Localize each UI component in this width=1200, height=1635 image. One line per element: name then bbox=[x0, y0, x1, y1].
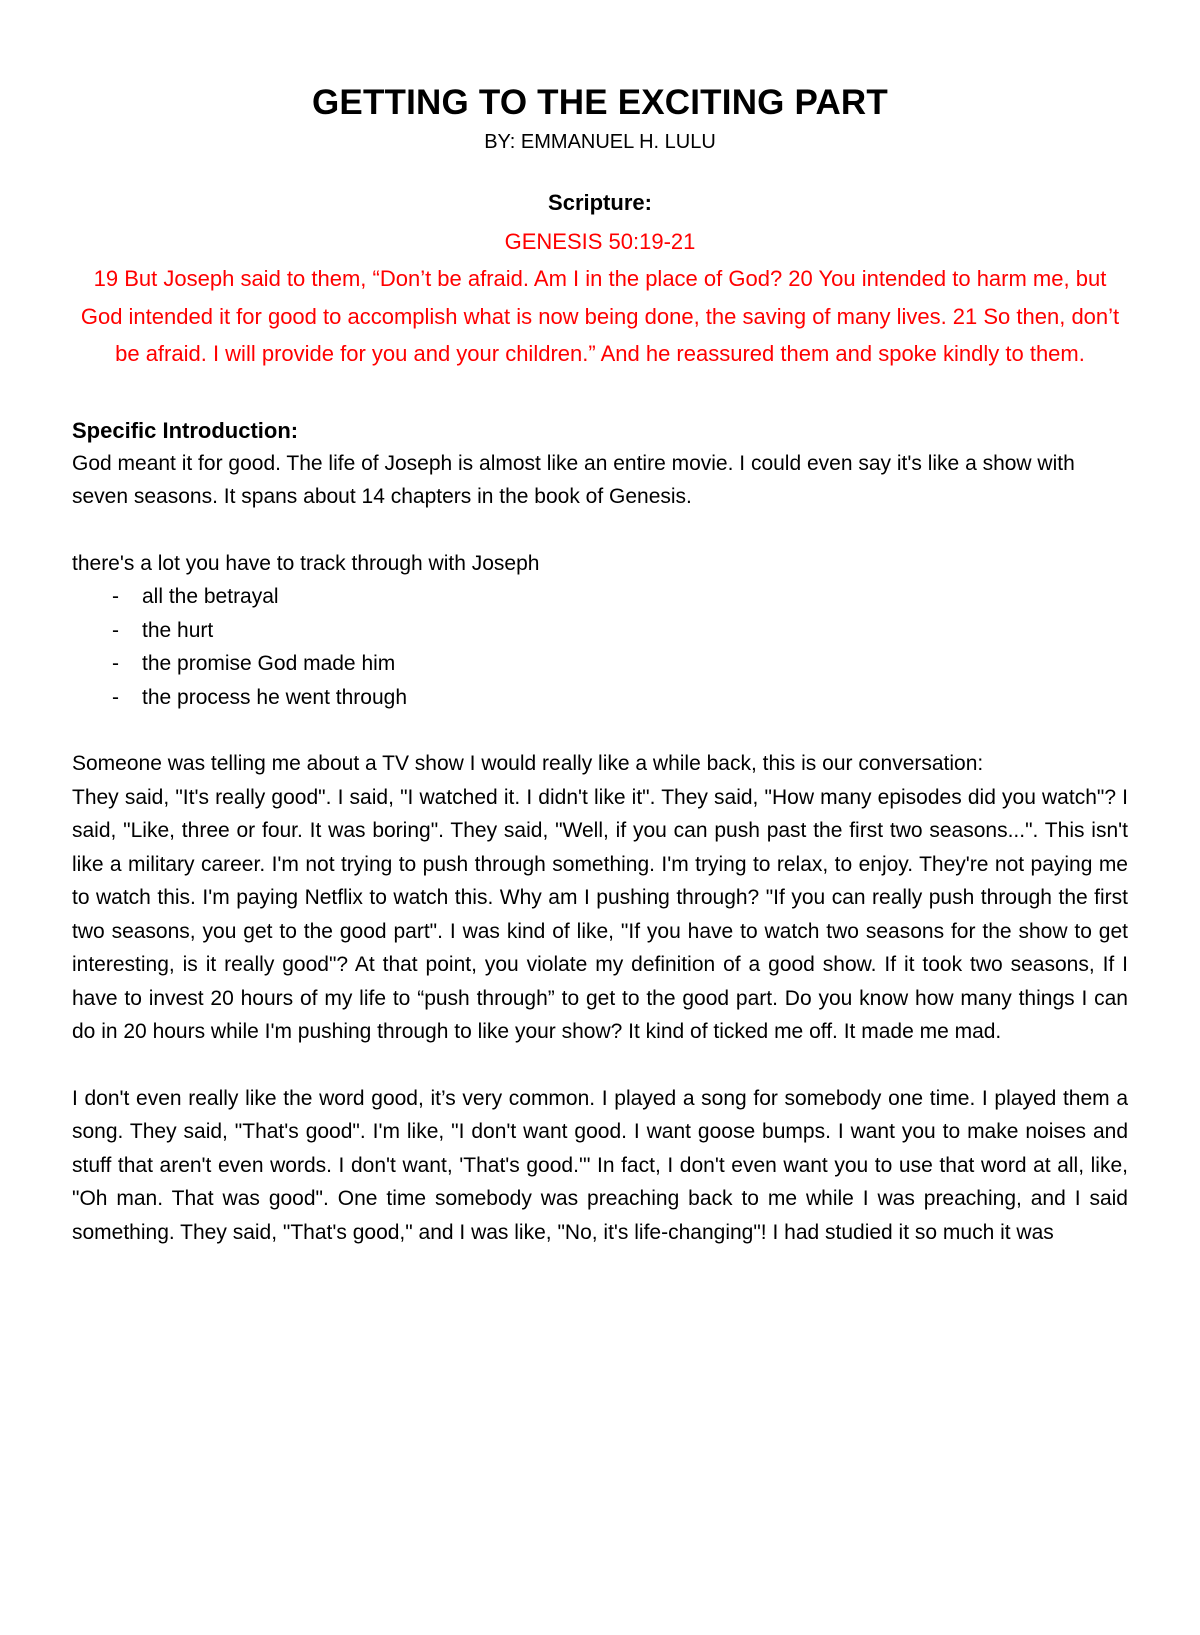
document-page bbox=[0, 82, 1200, 1635]
scripture-reference: GENESIS 50:19-21 bbox=[504, 229, 696, 254]
list-item-text: all the betrayal bbox=[142, 585, 279, 608]
introduction-heading: Specific Introduction: bbox=[72, 417, 299, 443]
list-item-text: the hurt bbox=[142, 618, 214, 642]
list-item-text: the promise God made him bbox=[142, 652, 396, 675]
list-item bbox=[112, 681, 1128, 715]
scripture-label: Scripture: bbox=[548, 190, 652, 215]
bullet-dash: - bbox=[112, 652, 119, 675]
document-title: GETTING TO THE EXCITING PART bbox=[312, 83, 888, 122]
introduction-paragraph: God meant it for good. The life of Joseph is almost like an entire movie. I could even say it's like a show with seven seasons. It spans about 14 chapters in the book of Genesis. bbox=[72, 451, 1075, 508]
list-item-text: the process he went through bbox=[142, 685, 408, 709]
conversation-intro-paragraph: Someone was telling me about a TV show I would really like a while back, this is our conversation: bbox=[72, 752, 984, 775]
bullet-dash: - bbox=[112, 618, 119, 642]
conversation-paragraph: They said, "It's really good". I said, "I watched it. I didn't like it". They said, "How many episodes did you watch"? I said, "Like, three or four. It was boring". They said, "Well, if you can push past the first two seasons...". This isn't like a military career. I'm not trying to push through something. I'm trying to relax, to enjoy. They're not paying me to watch this. I'm paying Netflix to watch this. Why am I pushing through? "If you can really push through the first two seasons, you get to the good part". I was kind of like, "If you have to watch two seasons for the show to get interesting, is it really good"? At that point, you violate my definition of a good show. If it took two seasons, If I have to invest 20 hours of my life to “push through” to get to the good part. Do you know how many things I can do in 20 hours while I'm pushing through to like your show? It kind of ticked me off. It made me mad. bbox=[72, 785, 1128, 1043]
word-good-paragraph: I don't even really like the word good, it’s very common. I played a song for somebody one time. I played them a song. They said, "That's good". I'm like, "I don't want good. I want goose bumps. I want you to make noises and stuff that aren't even words. I don't want, 'That's good.'" In fact, I don't even want you to use that word at all, like, "Oh man. That was good". One time somebody was preaching back to me while I was preaching, and I said something. They said, "That's good," and I was like, "No, it's life-changing"! I had studied it so much it was bbox=[72, 1086, 1128, 1244]
bullet-dash: - bbox=[112, 585, 119, 608]
scripture-text: 19 But Joseph said to them, “Don’t be afraid. Am I in the place of God? 20 You intended to harm me, but God intended it for good to accomplish what is now being done, the saving of many lives. 21 So then, don’t be afraid. I will provide for you and your children.” And he reassured them and spoke kindly to them. bbox=[80, 266, 1120, 366]
list-item bbox=[112, 647, 1128, 681]
list-item bbox=[112, 580, 1128, 614]
author-line: BY: EMMANUEL H. LULU bbox=[484, 131, 716, 153]
bullet-list bbox=[72, 580, 1128, 714]
bullet-dash: - bbox=[112, 685, 119, 709]
list-item bbox=[112, 614, 1128, 648]
list-intro: there's a lot you have to track through with Joseph bbox=[72, 551, 540, 575]
